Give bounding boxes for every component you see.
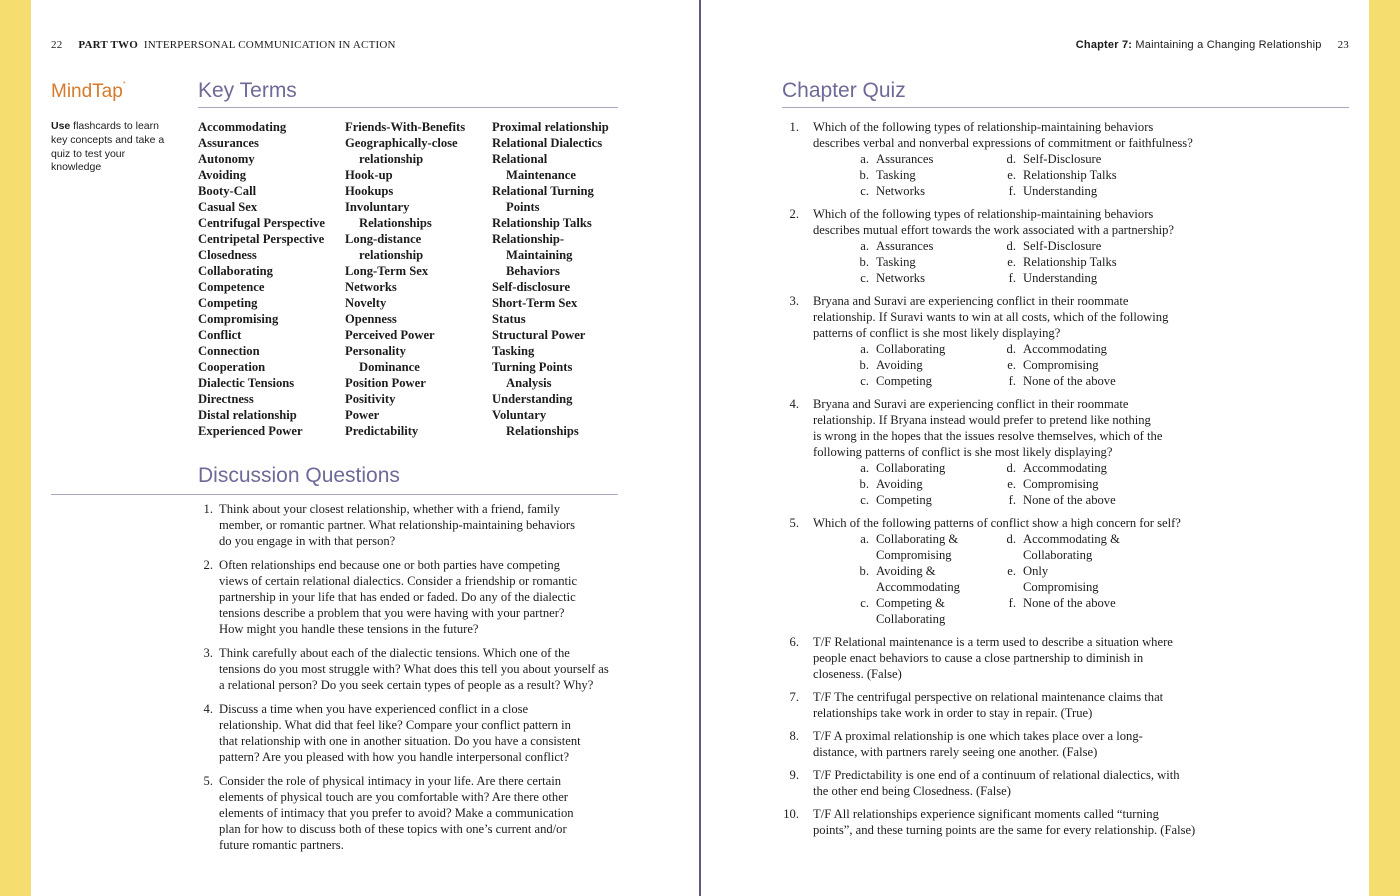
quiz-option [1002, 460, 1202, 476]
option-text: Networks [876, 271, 925, 285]
chapter-title: Maintaining a Changing Relationship [1132, 39, 1322, 51]
right-page [701, 0, 1369, 896]
question-text-line: Think carefully about each of the dialectic tensions. Which one of the [219, 646, 570, 660]
quiz-option [855, 238, 1002, 254]
option-letter: b. [859, 168, 869, 182]
quiz-option [855, 357, 1002, 373]
quiz-option [1002, 238, 1202, 254]
option-letter: c. [860, 271, 869, 285]
option-text: None of the above [1023, 596, 1116, 610]
quiz-question-text-line: distance, with partners rarely seeing one another. (False) [813, 745, 1098, 759]
option-letter: e. [1007, 255, 1016, 269]
key-term: Involuntary [345, 200, 410, 214]
option-letter: a. [860, 532, 869, 546]
key-term: Long-Term Sex [345, 264, 429, 278]
discussion-question [198, 701, 618, 765]
quiz-options [855, 531, 1221, 627]
key-term: Analysis [506, 376, 552, 390]
quiz-option [855, 476, 1002, 492]
quiz-question [781, 206, 1221, 286]
key-term: Proximal relationship [492, 120, 609, 134]
quiz-option [855, 167, 1002, 183]
option-text: None of the above [1023, 493, 1116, 507]
quiz-question-text-line: describes mutual effort towards the work associated with a partnership? [813, 223, 1175, 237]
quiz-option [1002, 151, 1202, 167]
quiz-option [855, 460, 1002, 476]
option-text: Assurances [876, 239, 934, 253]
quiz-question-text-line: relationship. If Bryana instead would prefer to pretend like nothing [813, 413, 1151, 427]
left-page [31, 0, 699, 896]
option-letter: e. [1007, 564, 1016, 578]
quiz-question-text-line: points”, and these turning points are the same for every relationship. (False) [813, 823, 1196, 837]
quiz-question-text-line: Bryana and Suravi are experiencing conflict in their roommate [813, 397, 1129, 411]
key-term: Positivity [345, 392, 396, 406]
question-number: 1. [203, 502, 213, 516]
option-text: Understanding [1023, 271, 1098, 285]
key-term: Predictability [345, 424, 419, 438]
quiz-option [1002, 492, 1202, 508]
page-number-left: 22 [51, 39, 63, 51]
quiz-question [781, 396, 1221, 508]
key-term: Hook-up [345, 168, 393, 182]
quiz-question-text-line: Which of the following patterns of conflict show a high concern for self? [813, 516, 1181, 530]
option-letter: c. [860, 596, 869, 610]
key-term: Points [506, 200, 540, 214]
key-term: Relational Turning [492, 184, 594, 198]
quiz-options [855, 151, 1221, 199]
key-terms-title: Key Terms [198, 79, 297, 102]
question-number: 5. [203, 774, 213, 788]
quiz-question-text-line: the other end being Closedness. (False) [813, 784, 1011, 798]
option-text: Collaborating [876, 342, 946, 356]
question-text-line: tensions do you most struggle with? What does this tell you about yourself as [219, 662, 609, 676]
quiz-question [781, 634, 1221, 682]
key-terms-column-1 [198, 119, 325, 439]
quiz-option [1002, 563, 1202, 595]
quiz-question [781, 293, 1221, 389]
quiz-question-number: 6. [789, 635, 799, 649]
quiz-question-text-line: T/F Relational maintenance is a term used to describe a situation where [813, 635, 1173, 649]
quiz-question-text-line: Which of the following types of relationship-maintaining behaviors [813, 207, 1154, 221]
key-term: Long-distance [345, 232, 422, 246]
quiz-question-number: 5. [789, 516, 799, 530]
option-letter: e. [1007, 358, 1016, 372]
key-term: Behaviors [506, 264, 560, 278]
quiz-question-text-line: T/F The centrifugal perspective on relational maintenance claims that [813, 690, 1164, 704]
option-text: Networks [876, 184, 925, 198]
option-letter: b. [859, 255, 869, 269]
key-term: Understanding [492, 392, 573, 406]
option-text: Accommodating [1023, 342, 1107, 356]
option-text: Self-Disclosure [1023, 152, 1102, 166]
quiz-option [1002, 373, 1202, 389]
option-letter: b. [859, 477, 869, 491]
mindtap-logo [51, 81, 126, 103]
discussion-question [198, 501, 618, 549]
key-term: Autonomy [198, 152, 255, 166]
quiz-question [781, 767, 1221, 799]
option-text: Avoiding [876, 477, 923, 491]
key-term: Novelty [345, 296, 387, 310]
option-text: Tasking [876, 255, 916, 269]
option-text: Collaborating [876, 461, 946, 475]
option-text: Tasking [876, 168, 916, 182]
question-text-line: pattern? Are you pleased with how you handle interpersonal conflict? [219, 750, 570, 764]
key-term: Status [492, 312, 526, 326]
key-term: Assurances [198, 136, 259, 150]
option-text: Avoiding [876, 358, 923, 372]
option-text: Understanding [1023, 184, 1098, 198]
option-letter: e. [1007, 168, 1016, 182]
key-term: Directness [198, 392, 254, 406]
key-term: Networks [345, 280, 397, 294]
question-text-line: future romantic partners. [219, 838, 344, 852]
quiz-question-text-line: describes verbal and nonverbal expressions of commitment or faithfulness? [813, 136, 1193, 150]
option-letter: b. [859, 358, 869, 372]
quiz-option [855, 341, 1002, 357]
quiz-option [855, 531, 1002, 563]
chapter-quiz-rule [782, 107, 1349, 108]
discussion-question [198, 645, 618, 693]
quiz-question [781, 515, 1221, 627]
key-term: Experienced Power [198, 424, 303, 438]
quiz-question-number: 3. [789, 294, 799, 308]
option-text: Collaborating [876, 612, 946, 626]
quiz-option [1002, 167, 1202, 183]
discussion-questions-list [198, 501, 618, 861]
question-text-line: Often relationships end because one or both parties have competing [219, 558, 560, 572]
key-term: Collaborating [198, 264, 273, 278]
key-term: Compromising [198, 312, 279, 326]
key-term: Self-disclosure [492, 280, 571, 294]
right-page-edge [1369, 0, 1400, 896]
mindtap-mark: * [122, 81, 126, 88]
option-letter: d. [1006, 532, 1016, 546]
quiz-option [1002, 357, 1202, 373]
page-number-right: 23 [1337, 39, 1349, 51]
quiz-option [855, 595, 1002, 627]
quiz-option [1002, 183, 1202, 199]
quiz-question-number: 8. [789, 729, 799, 743]
quiz-question-text-line: T/F Predictability is one end of a continuum of relational dialectics, with [813, 768, 1180, 782]
option-text: Relationship Talks [1023, 255, 1117, 269]
key-term: Cooperation [198, 360, 266, 374]
quiz-question-number: 2. [789, 207, 799, 221]
key-term: Personality [345, 344, 406, 358]
key-term: Perceived Power [345, 328, 435, 342]
quiz-option [1002, 270, 1202, 286]
option-text: Competing [876, 374, 932, 388]
key-term: Centripetal Perspective [198, 232, 325, 246]
key-term: Power [345, 408, 380, 422]
option-letter: f. [1008, 493, 1016, 507]
key-term: Relational [492, 152, 548, 166]
key-term: Position Power [345, 376, 426, 390]
question-text-line: plan for how to discuss both of these topics with one’s current and/or [219, 822, 567, 836]
key-term: Relationships [359, 216, 432, 230]
key-term: Conflict [198, 328, 242, 342]
quiz-option [855, 492, 1002, 508]
option-text: Assurances [876, 152, 934, 166]
option-letter: f. [1008, 271, 1016, 285]
question-text-line: member, or romantic partner. What relationship-maintaining behaviors [219, 518, 575, 532]
discussion-questions-title: Discussion Questions [198, 464, 400, 487]
key-term: Competence [198, 280, 265, 294]
quiz-option [855, 373, 1002, 389]
quiz-option [1002, 341, 1202, 357]
question-text-line: elements of physical touch are you comfortable with? Are there other [219, 790, 568, 804]
option-letter: e. [1007, 477, 1016, 491]
key-term: Tasking [492, 344, 535, 358]
option-letter: c. [860, 374, 869, 388]
option-text: None of the above [1023, 374, 1116, 388]
quiz-option [1002, 254, 1202, 270]
question-text-line: do you engage in with that person? [219, 534, 396, 548]
option-text: Self-Disclosure [1023, 239, 1102, 253]
question-text-line: How might you handle these tensions in the future? [219, 622, 479, 636]
option-letter: d. [1006, 152, 1016, 166]
option-text: Compromising [876, 548, 952, 562]
key-term: Competing [198, 296, 258, 310]
quiz-question-number: 4. [789, 397, 799, 411]
question-text-line: views of certain relational dialectics. Consider a friendship or romantic [219, 574, 578, 588]
key-terms-column-2 [345, 119, 465, 439]
key-term: Dominance [359, 360, 420, 374]
quiz-options [855, 460, 1221, 508]
option-letter: c. [860, 184, 869, 198]
key-term: Distal relationship [198, 408, 297, 422]
discussion-rule [51, 494, 618, 495]
option-text: Avoiding & [876, 564, 936, 578]
question-text-line: Consider the role of physical intimacy in your life. Are there certain [219, 774, 562, 788]
quiz-options [855, 341, 1221, 389]
discussion-question [198, 773, 618, 853]
key-term: Geographically-close [345, 136, 458, 150]
question-text-line: a relational person? Do you seek certain types of people as a result? Why? [219, 678, 594, 692]
discussion-question [198, 557, 618, 637]
question-number: 3. [203, 646, 213, 660]
quiz-question [781, 728, 1221, 760]
quiz-option [855, 563, 1002, 595]
quiz-question-text-line: relationships take work in order to stay in repair. (True) [813, 706, 1093, 720]
key-term: Structural Power [492, 328, 586, 342]
question-number: 4. [203, 702, 213, 716]
question-text-line: partnership in your life that has ended or faded. Do any of the dialectic [219, 590, 576, 604]
key-term: Avoiding [198, 168, 247, 182]
key-term: Booty-Call [198, 184, 257, 198]
option-text: Compromising [1023, 580, 1099, 594]
option-letter: d. [1006, 342, 1016, 356]
quiz-question [781, 806, 1221, 838]
quiz-questions-list [781, 119, 1221, 845]
question-text-line: elements of intimacy that you prefer to avoid? Make a communication [219, 806, 574, 820]
quiz-question [781, 119, 1221, 199]
quiz-question-number: 10. [783, 807, 799, 821]
quiz-question-text-line: T/F A proximal relationship is one which takes place over a long- [813, 729, 1143, 743]
quiz-question-text-line: Bryana and Suravi are experiencing conflict in their roommate [813, 294, 1129, 308]
quiz-question-text-line: is wrong in the hopes that the issues resolve themselves, which of the [813, 429, 1163, 443]
key-term: Short-Term Sex [492, 296, 578, 310]
key-term: Centrifugal Perspective [198, 216, 325, 230]
quiz-question-text-line: Which of the following types of relationship-maintaining behaviors [813, 120, 1154, 134]
mindtap-note-text: flashcards to learn key concepts and take a quiz to test your knowledge [51, 120, 165, 174]
key-term: Openness [345, 312, 397, 326]
option-letter: a. [860, 152, 869, 166]
right-running-head [1076, 39, 1349, 51]
chapter-label: Chapter 7: [1075, 39, 1133, 51]
quiz-question-text-line: closeness. (False) [813, 667, 902, 681]
quiz-question-text-line: people enact behaviors to cause a close partnership to diminish in [813, 651, 1144, 665]
option-letter: f. [1008, 374, 1016, 388]
option-text: Accommodating [1023, 461, 1107, 475]
quiz-option [855, 270, 1002, 286]
quiz-option [1002, 476, 1202, 492]
question-text-line: Discuss a time when you have experienced conflict in a close [219, 702, 529, 716]
mindtap-brand: MindTap [51, 81, 123, 102]
quiz-question-text-line: following patterns of conflict is she most likely displaying? [813, 445, 1113, 459]
quiz-option [1002, 531, 1202, 563]
key-terms-rule [198, 107, 618, 108]
quiz-question-text-line: patterns of conflict is she most likely displaying? [813, 326, 1061, 340]
key-term: Connection [198, 344, 260, 358]
left-page-edge [0, 0, 31, 896]
quiz-option [855, 183, 1002, 199]
key-term: Relational Dialectics [492, 136, 603, 150]
option-letter: d. [1006, 461, 1016, 475]
option-letter: c. [860, 493, 869, 507]
option-letter: a. [860, 461, 869, 475]
part-title: INTERPERSONAL COMMUNICATION IN ACTION [143, 39, 396, 51]
key-term: relationship [359, 152, 424, 166]
option-letter: f. [1008, 184, 1016, 198]
option-letter: a. [860, 342, 869, 356]
chapter-quiz-title: Chapter Quiz [782, 79, 906, 102]
key-term: relationship [359, 248, 424, 262]
key-term: Maintaining [506, 248, 573, 262]
quiz-question-number: 7. [789, 690, 799, 704]
key-term: Voluntary [492, 408, 547, 422]
option-text: Accommodating & [1023, 532, 1120, 546]
part-label: PART TWO [78, 39, 138, 51]
option-text: Collaborating [1023, 548, 1093, 562]
key-term: Accommodating [198, 120, 287, 134]
option-letter: d. [1006, 239, 1016, 253]
quiz-question [781, 689, 1221, 721]
option-text: Collaborating & [876, 532, 959, 546]
mindtap-note-bold: Use [51, 120, 71, 132]
option-text: Only [1023, 564, 1049, 578]
key-term: Relationship- [492, 232, 565, 246]
question-text-line: that relationship with one in another situation. Do you have a consistent [219, 734, 581, 748]
key-term: Relationships [506, 424, 579, 438]
quiz-option [855, 151, 1002, 167]
option-letter: b. [859, 564, 869, 578]
quiz-question-number: 1. [789, 120, 799, 134]
option-text: Relationship Talks [1023, 168, 1117, 182]
key-terms-column-3 [492, 119, 609, 439]
option-text: Competing [876, 493, 932, 507]
quiz-option [855, 254, 1002, 270]
question-number: 2. [203, 558, 213, 572]
key-term: Maintenance [506, 168, 576, 182]
quiz-question-text-line: T/F All relationships experience significant moments called “turning [813, 807, 1159, 821]
option-text: Competing & [876, 596, 945, 610]
question-text-line: relationship. What did that feel like? Compare your conflict pattern in [219, 718, 571, 732]
quiz-options [855, 238, 1221, 286]
left-running-head [51, 39, 396, 51]
key-term: Closedness [198, 248, 257, 262]
question-text-line: Think about your closest relationship, whether with a friend, family [219, 502, 560, 516]
option-text: Accommodating [876, 580, 960, 594]
option-text: Compromising [1023, 358, 1099, 372]
key-term: Relationship Talks [492, 216, 592, 230]
quiz-question-number: 9. [789, 768, 799, 782]
key-term: Hookups [345, 184, 394, 198]
key-term: Dialectic Tensions [198, 376, 295, 390]
key-term: Turning Points [492, 360, 573, 374]
mindtap-note [51, 120, 169, 175]
key-term: Casual Sex [198, 200, 258, 214]
quiz-question-text-line: relationship. If Suravi wants to win at all costs, which of the following [813, 310, 1169, 324]
question-text-line: tensions describe a problem that you were having with your partner? [219, 606, 565, 620]
option-letter: a. [860, 239, 869, 253]
option-text: Compromising [1023, 477, 1099, 491]
option-letter: f. [1008, 596, 1016, 610]
key-term: Friends-With-Benefits [345, 120, 466, 134]
quiz-option [1002, 595, 1202, 627]
